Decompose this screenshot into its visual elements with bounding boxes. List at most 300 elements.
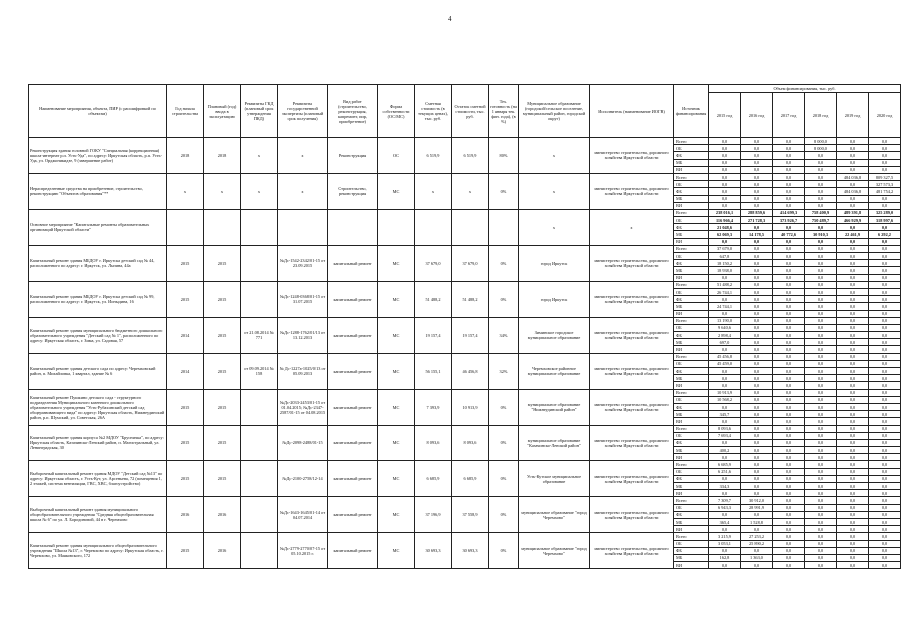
funding-source: ВИ: [674, 310, 709, 317]
funding-value: 0,0: [837, 296, 869, 303]
funding-value: 0,0: [741, 281, 773, 288]
funding-value: 0,0: [869, 202, 901, 209]
funding-value: 0,0: [837, 339, 869, 346]
municipality: муниципальное образование "Казачинско-Ленский район": [519, 425, 590, 461]
funding-value: 0,0: [773, 138, 805, 145]
funding-value: 0,0: [805, 202, 837, 209]
readiness: 32%: [489, 353, 519, 389]
funding-value: 0,0: [741, 490, 773, 497]
estimated-cost: 30 693,3: [415, 533, 452, 569]
funding-value: 0,0: [773, 310, 805, 317]
estimated-cost: 37 679,0: [415, 245, 452, 281]
object-name: Капитальный ремонт здания муниципального общеобразовательного учреждения "Школа №13", г. Черемхово по адресу: Иркутская область, г. Черемхово, ул. Маяковского, 172: [29, 533, 167, 569]
funding-value: 0,0: [869, 368, 901, 375]
funding-value: 0,0: [837, 181, 869, 188]
funding-value: 0,0: [869, 152, 901, 159]
funding-source: МБ: [674, 267, 709, 274]
ownership: [378, 209, 415, 245]
funding-value: 0,0: [837, 267, 869, 274]
funding-value: 0,0: [773, 518, 805, 525]
funding-source: ВИ: [674, 526, 709, 533]
funding-source: МБ: [674, 447, 709, 454]
funding-source: Всего: [674, 425, 709, 432]
funding-value: 0,0: [773, 504, 805, 511]
ownership: ОС: [378, 138, 415, 174]
readiness: [489, 209, 519, 245]
funding-value: 27 253,2: [741, 533, 773, 540]
funding-value: 0,0: [869, 483, 901, 490]
funding-value: 0,0: [837, 468, 869, 475]
table-row: [29, 353, 901, 360]
funding-value: 0,0: [773, 324, 805, 331]
pkd-details: [241, 425, 278, 461]
funding-value: 0,0: [837, 253, 869, 260]
table-body: [29, 138, 901, 569]
funding-value: 0,0: [773, 332, 805, 339]
funding-value: 0,0: [837, 260, 869, 267]
header-year: 2015 год: [709, 93, 741, 138]
cost-remainder: 37 679,0: [452, 245, 489, 281]
funding-value: 0,0: [805, 468, 837, 475]
expertise-details: x: [278, 173, 328, 209]
funding-value: 0,0: [837, 389, 869, 396]
funding-value: 0,0: [709, 152, 741, 159]
funding-value: 0,0: [869, 418, 901, 425]
funding-value: 0,0: [805, 439, 837, 446]
estimated-cost: 8 093,6: [415, 425, 452, 461]
funding-value: 0,0: [773, 274, 805, 281]
funding-source: Всего: [674, 173, 709, 180]
funding-source: ФБ: [674, 296, 709, 303]
funding-value: 0,0: [741, 454, 773, 461]
funding-value: 0,0: [837, 238, 869, 245]
readiness: 0%: [489, 389, 519, 425]
funding-value: 0,0: [773, 173, 805, 180]
funding-value: 0,0: [869, 288, 901, 295]
funding-value: 0,0: [741, 173, 773, 180]
funding-source: ВИ: [674, 382, 709, 389]
funding-source: ОБ: [674, 360, 709, 367]
funding-value: 0,0: [805, 504, 837, 511]
funding-value: 0,0: [709, 188, 741, 195]
funding-value: 0,0: [709, 382, 741, 389]
funding-value: 0,0: [805, 375, 837, 382]
start-year: x: [167, 173, 204, 209]
funding-value: 0,0: [837, 533, 869, 540]
municipality: муниципальное образование "Нижнеудинский район": [519, 389, 590, 425]
header-executor: Исполнитель (наименование ИОГВ): [590, 85, 674, 138]
funding-value: 0,0: [741, 425, 773, 432]
funding-value: 0,0: [773, 432, 805, 439]
funding-value: 0,0: [741, 396, 773, 403]
table-row: [29, 138, 901, 145]
funding-source: ОБ: [674, 324, 709, 331]
funding-source: МБ: [674, 339, 709, 346]
funding-source: ВИ: [674, 490, 709, 497]
funding-value: 0,0: [773, 490, 805, 497]
funding-value: 238 016,1: [709, 209, 741, 216]
funding-source: ФБ: [674, 511, 709, 518]
funding-value: 0,0: [709, 181, 741, 188]
funding-value: 0,0: [805, 411, 837, 418]
funding-source: ВИ: [674, 202, 709, 209]
funding-source: ВИ: [674, 274, 709, 281]
funding-value: 0,0: [805, 245, 837, 252]
funding-source: МБ: [674, 518, 709, 525]
readiness: 0%: [489, 533, 519, 569]
funding-value: 0,0: [773, 526, 805, 533]
readiness: 0%: [489, 497, 519, 533]
funding-value: 0,0: [773, 403, 805, 410]
funding-value: 30 910,3: [805, 231, 837, 238]
funding-value: 0,0: [741, 245, 773, 252]
table-row: [29, 389, 901, 396]
executor: министерство строительства, дорожного хозяйства Иркутской области: [590, 497, 674, 533]
funding-value: 0,0: [869, 562, 901, 569]
funding-value: 0,0: [773, 483, 805, 490]
funding-source: ФБ: [674, 403, 709, 410]
funding-source: ФБ: [674, 224, 709, 231]
funding-source: ФБ: [674, 439, 709, 446]
estimated-cost: 6 685,9: [415, 461, 452, 497]
cost-remainder: 8 093,6: [452, 425, 489, 461]
funding-value: 0,0: [773, 346, 805, 353]
funding-value: 0,0: [869, 145, 901, 152]
funding-value: 0,0: [709, 138, 741, 145]
funding-value: 0,0: [869, 253, 901, 260]
funding-value: 0,0: [773, 353, 805, 360]
funding-source: ФБ: [674, 475, 709, 482]
table-row: [29, 461, 901, 468]
funding-value: 0,0: [837, 425, 869, 432]
cost-remainder: 30 693,3: [452, 533, 489, 569]
funding-value: 0,0: [773, 454, 805, 461]
funding-source: Всего: [674, 245, 709, 252]
funding-value: 0,0: [773, 368, 805, 375]
municipality: Зиминское городское муниципальное образование: [519, 317, 590, 353]
executor: министерство строительства, дорожного хозяйства Иркутской области: [590, 461, 674, 497]
funding-source: МБ: [674, 195, 709, 202]
estimated-cost: [415, 209, 452, 245]
funding-source: Всего: [674, 209, 709, 216]
funding-value: 0,0: [837, 526, 869, 533]
finance-table-container: [28, 84, 901, 569]
funding-value: 0,0: [869, 504, 901, 511]
commission-year: 2015: [204, 353, 241, 389]
funding-value: 0,0: [837, 497, 869, 504]
executor: министерство строительства, дорожного хозяйства Иркутской области: [590, 533, 674, 569]
funding-value: 0,0: [837, 288, 869, 295]
funding-value: 0,0: [837, 382, 869, 389]
table-row: [29, 281, 901, 288]
object-name: Капитальный ремонт здания МБДОУ г. Иркутска детский сад № 44, расположенного по адресу: г. Иркутск, ул. Лызина, 44а: [29, 245, 167, 281]
pkd-details: от 09.09.2014 № 158: [241, 353, 278, 389]
funding-value: 0,0: [869, 411, 901, 418]
funding-value: 0,0: [837, 303, 869, 310]
municipality: город Иркутск: [519, 281, 590, 317]
funding-value: 0,0: [773, 475, 805, 482]
funding-value: 334,3: [709, 483, 741, 490]
funding-value: 26 744,1: [709, 288, 741, 295]
funding-value: 0,0: [837, 310, 869, 317]
object-name: Основное мероприятие "Капитальные ремонты образовательных организаций Иркутской области": [29, 209, 167, 245]
funding-value: 0,0: [869, 461, 901, 468]
funding-value: 0,0: [773, 145, 805, 152]
funding-value: 0,0: [709, 274, 741, 281]
funding-value: 22 461,9: [837, 231, 869, 238]
cost-remainder: 37 558,9: [452, 497, 489, 533]
funding-value: 0,0: [837, 368, 869, 375]
funding-source: МБ: [674, 483, 709, 490]
funding-source: ОБ: [674, 432, 709, 439]
funding-value: 45 459,0: [709, 360, 741, 367]
funding-value: 0,0: [837, 317, 869, 324]
finance-table: [28, 84, 901, 569]
funding-value: 0,0: [805, 224, 837, 231]
funding-value: 0,0: [773, 253, 805, 260]
funding-value: 0,0: [773, 497, 805, 504]
funding-value: 0,0: [805, 152, 837, 159]
funding-value: 0,0: [741, 346, 773, 353]
funding-value: 0,0: [741, 274, 773, 281]
funding-source: ВИ: [674, 166, 709, 173]
work-kind: капитальный ремонт: [328, 533, 378, 569]
funding-value: 0,0: [709, 403, 741, 410]
funding-source: ФБ: [674, 547, 709, 554]
ownership: МС: [378, 497, 415, 533]
funding-value: 1 528,8: [741, 518, 773, 525]
header-source: Источник финансирования: [674, 85, 709, 138]
funding-value: 0,0: [709, 526, 741, 533]
funding-value: 0,0: [773, 202, 805, 209]
funding-value: 0,0: [773, 303, 805, 310]
object-name: Капитальный ремонт здания муниципального бюджетного дошкольного образовательного учреждения "Детский сад № 1", расположенного по адресу: Иркутская область, г. Зима, ул. Садовая, 57: [29, 317, 167, 353]
funding-source: Всего: [674, 317, 709, 324]
funding-value: 0,0: [805, 188, 837, 195]
funding-value: 647,8: [709, 253, 741, 260]
funding-value: 0,0: [837, 504, 869, 511]
readiness: 0%: [489, 461, 519, 497]
funding-value: 0,0: [869, 317, 901, 324]
funding-value: 0,0: [709, 511, 741, 518]
funding-value: 0,0: [709, 202, 741, 209]
funding-value: 0,0: [805, 281, 837, 288]
funding-value: 318 997,6: [869, 217, 901, 224]
funding-source: ВИ: [674, 454, 709, 461]
funding-value: 0,0: [709, 346, 741, 353]
cost-remainder: [452, 209, 489, 245]
commission-year: [204, 209, 241, 245]
pkd-details: [241, 209, 278, 245]
funding-value: 0,0: [805, 382, 837, 389]
commission-year: 2015: [204, 461, 241, 497]
funding-value: 0,0: [869, 454, 901, 461]
funding-value: 0,0: [805, 461, 837, 468]
funding-value: 0,0: [805, 447, 837, 454]
funding-source: МБ: [674, 554, 709, 561]
funding-value: 116 966,4: [709, 217, 741, 224]
pkd-details: [241, 461, 278, 497]
funding-value: 0,0: [805, 288, 837, 295]
funding-value: 9 640,6: [709, 324, 741, 331]
funding-value: 0,0: [869, 497, 901, 504]
funding-value: 0,0: [773, 468, 805, 475]
start-year: 2015: [167, 245, 204, 281]
funding-value: 0,0: [805, 267, 837, 274]
funding-value: 0,0: [805, 483, 837, 490]
commission-year: 2015: [204, 317, 241, 353]
commission-year: 2015: [204, 281, 241, 317]
funding-value: 0,0: [741, 562, 773, 569]
funding-value: 750 489,7: [805, 217, 837, 224]
funding-value: 0,0: [709, 490, 741, 497]
start-year: 2015: [167, 425, 204, 461]
funding-value: 0,0: [773, 188, 805, 195]
executor: министерство строительства, дорожного хозяйства Иркутской области: [590, 173, 674, 209]
pkd-details: [241, 245, 278, 281]
funding-value: 489 391,8: [837, 209, 869, 216]
funding-value: 0,0: [773, 425, 805, 432]
executor: министерство строительства, дорожного хозяйства Иркутской области: [590, 425, 674, 461]
funding-value: 0,0: [869, 468, 901, 475]
readiness: 80%: [489, 138, 519, 174]
commission-year: 2018: [204, 138, 241, 174]
funding-value: 0,0: [805, 425, 837, 432]
funding-value: 0,0: [741, 339, 773, 346]
funding-value: 0,0: [773, 317, 805, 324]
funding-value: 0,0: [773, 554, 805, 561]
funding-value: 0,0: [805, 317, 837, 324]
funding-value: 0,0: [837, 511, 869, 518]
funding-source: ОБ: [674, 396, 709, 403]
funding-value: 0,0: [709, 454, 741, 461]
funding-value: 0,0: [805, 554, 837, 561]
funding-value: 0,0: [837, 353, 869, 360]
funding-value: 0,0: [805, 475, 837, 482]
funding-value: 0,0: [773, 375, 805, 382]
funding-source: ФБ: [674, 332, 709, 339]
funding-value: 0,0: [869, 166, 901, 173]
funding-value: 0,0: [741, 418, 773, 425]
pkd-details: [241, 497, 278, 533]
funding-value: 0,0: [741, 547, 773, 554]
executor: министерство строительства, дорожного хозяйства Иркутской области: [590, 353, 674, 389]
header-cost-remainder: Остаток сметной стоимости, тыс. руб.: [452, 85, 489, 138]
funding-value: 0,0: [741, 439, 773, 446]
funding-source: ВИ: [674, 418, 709, 425]
municipality: x: [519, 173, 590, 209]
funding-value: 0,0: [773, 396, 805, 403]
funding-value: 0,0: [741, 260, 773, 267]
funding-source: ОБ: [674, 253, 709, 260]
funding-value: 809 327,5: [869, 173, 901, 180]
funding-value: 0,0: [837, 360, 869, 367]
header-year: 2018 год: [805, 93, 837, 138]
funding-value: 0,0: [869, 353, 901, 360]
funding-value: 0,0: [869, 375, 901, 382]
funding-value: 0,0: [837, 324, 869, 331]
funding-value: 0,0: [709, 145, 741, 152]
object-name: Нераспределенные средства на приобретение, строительство, реконструкцию "Объектов образования"**: [29, 173, 167, 209]
funding-value: 0,0: [773, 562, 805, 569]
funding-value: 62 069,3: [709, 231, 741, 238]
funding-value: 0,0: [869, 403, 901, 410]
commission-year: 2015: [204, 245, 241, 281]
object-name: Капитальный ремонт здания корпуса №2 МДОУ "Брусничка", по адресу: Иркутская область, Казачинско-Ленский район, п. Магистральный, ул. Ленинградская, 30: [29, 425, 167, 461]
expertise-details: № Дс-1227а-1025/0/13 от 05.09.2013: [278, 353, 328, 389]
funding-value: 0,0: [837, 518, 869, 525]
funding-value: 0,0: [805, 253, 837, 260]
table-row: [29, 317, 901, 324]
table-row: [29, 533, 901, 540]
object-name: Реконструкция здания головной ГОКУ "Специальная (коррекционная) школа-интернат р.п. Усть-Уда", по адресу: Иркутская область, р.п. Усть-Уда, ул. Орджоникидзе, 9 (завершение работ): [29, 138, 167, 174]
object-name: Выборочный капитальный ремонт здания МДОУ "Детский сад №13" по адресу: Иркутская область, г. Усть-Кут, ул. Арсеньева, 72 (помещения 1, 2 этажей, система вентиляции, ГВС, ХВС, благоустройство): [29, 461, 167, 497]
funding-value: 0,0: [773, 540, 805, 547]
funding-value: 0,0: [773, 159, 805, 166]
funding-value: 0,0: [837, 166, 869, 173]
cost-remainder: 6 685,9: [452, 461, 489, 497]
funding-value: 0,0: [773, 238, 805, 245]
pkd-details: x: [241, 173, 278, 209]
object-name: Капитальный ремонт здания МБДОУ г. Иркутска детский сад № 99, расположенного по адресу: г. Иркутск, ул. Ионыдина, 16: [29, 281, 167, 317]
funding-value: 6 292,2: [869, 231, 901, 238]
funding-value: 414 699,3: [773, 209, 805, 216]
funding-value: 0,0: [805, 518, 837, 525]
funding-value: 0,0: [709, 547, 741, 554]
funding-value: 0,0: [741, 526, 773, 533]
funding-value: 0,0: [805, 368, 837, 375]
header-start-year: Год начала строительства: [167, 85, 204, 138]
funding-value: 0,0: [869, 526, 901, 533]
funding-value: 0,0: [805, 403, 837, 410]
readiness: 34%: [489, 317, 519, 353]
expertise-details: x: [278, 138, 328, 174]
cost-remainder: 6 519,9: [452, 138, 489, 174]
funding-source: МБ: [674, 231, 709, 238]
pkd-details: [241, 389, 278, 425]
funding-value: 3 053,1: [709, 540, 741, 547]
funding-source: ОБ: [674, 468, 709, 475]
pkd-details: [241, 533, 278, 569]
funding-value: 162,8: [709, 554, 741, 561]
funding-value: 0,0: [709, 159, 741, 166]
cost-remainder: 51 488,2: [452, 281, 489, 317]
funding-value: 0,0: [805, 173, 837, 180]
municipality: муниципальное образование "город Черемхово": [519, 533, 590, 569]
funding-value: 0,0: [773, 152, 805, 159]
expertise-details: №Дс-1643-1645/01-14 от 04.07.2014: [278, 497, 328, 533]
funding-value: 365,4: [709, 518, 741, 525]
funding-value: 0,0: [805, 389, 837, 396]
funding-value: 0,0: [837, 475, 869, 482]
funding-value: 28 991,9: [741, 504, 773, 511]
funding-value: 8 093,6: [709, 425, 741, 432]
funding-value: 0,0: [709, 238, 741, 245]
funding-value: 0,0: [741, 303, 773, 310]
funding-value: 0,0: [741, 224, 773, 231]
header-year: 2016 год: [741, 93, 773, 138]
funding-value: 0,0: [837, 490, 869, 497]
funding-value: 0,0: [869, 533, 901, 540]
work-kind: [328, 209, 378, 245]
funding-value: 0,0: [805, 339, 837, 346]
funding-value: 271 728,3: [741, 217, 773, 224]
funding-source: ФБ: [674, 368, 709, 375]
funding-value: 0,0: [805, 562, 837, 569]
readiness: 0%: [489, 425, 519, 461]
cost-remainder: 19 157,4: [452, 317, 489, 353]
municipality: город Иркутск: [519, 245, 590, 281]
